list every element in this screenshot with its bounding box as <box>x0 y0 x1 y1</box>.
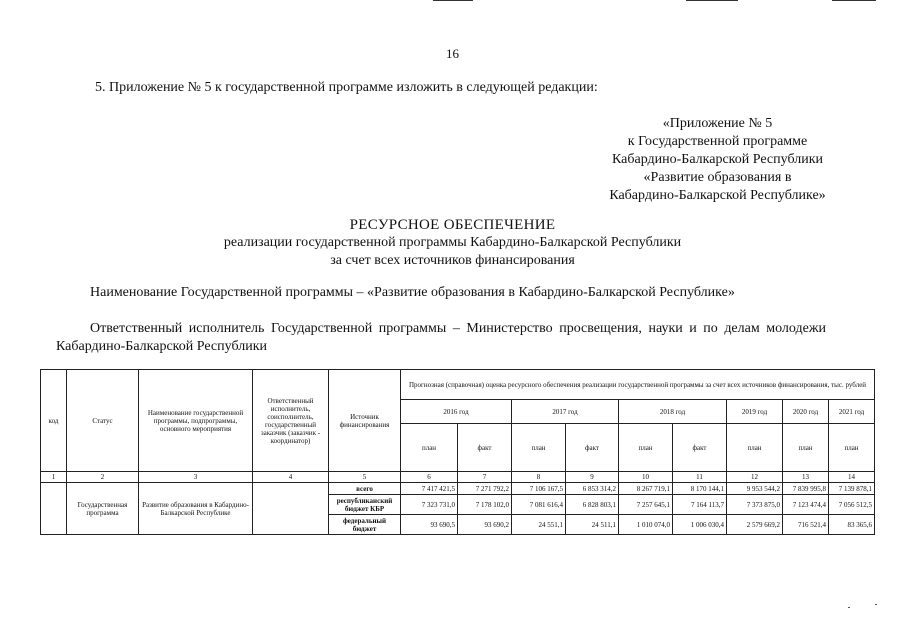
intro-paragraph: 5. Приложение № 5 к государственной программе изложить в следующей редакции: <box>95 80 598 95</box>
header-year: 2017 год <box>512 400 619 424</box>
header-year: 2019 год <box>727 400 783 424</box>
status-cell: Государственная программа <box>67 483 139 535</box>
header-year: 2018 год <box>619 400 727 424</box>
value-cell: 83 365,6 <box>829 515 875 535</box>
value-cell: 7 106 167,5 <box>512 483 566 495</box>
index-cell: 1 <box>41 472 67 483</box>
appendix-line: Кабардино-Балкарской Республики <box>612 152 823 167</box>
value-cell: 7 323 731,0 <box>401 495 458 515</box>
appendix-line: к Государственной программе <box>627 134 808 149</box>
scan-artifact <box>848 607 850 608</box>
document-title <box>0 216 905 270</box>
source-cell: федеральный бюджет <box>329 515 401 535</box>
appendix-reference <box>590 115 845 205</box>
value-cell: 8 170 144,1 <box>673 483 727 495</box>
header-year: 2021 год <box>829 400 875 424</box>
source-cell: всего <box>329 483 401 495</box>
title-line: за счет всех источников финансирования <box>330 253 575 268</box>
header-plan: план <box>512 424 566 472</box>
value-cell: 24 511,1 <box>566 515 619 535</box>
appendix-line: «Развитие образования в <box>643 170 792 185</box>
scan-artifact <box>832 0 876 1</box>
header-year: 2020 год <box>783 400 829 424</box>
appendix-line: Кабардино-Балкарской Республике» <box>609 188 826 203</box>
header-plan: план <box>727 424 783 472</box>
program-name: Наименование Государственной программы – «Развитие образования в Кабардино-Балкарской Республике» <box>90 285 735 300</box>
header-fact: факт <box>458 424 512 472</box>
source-cell: республиканский бюджет КБР <box>329 495 401 515</box>
resource-table <box>40 369 875 535</box>
index-cell: 14 <box>829 472 875 483</box>
program-cell: Развитие образования в Кабардино-Балкарской Республике <box>139 483 253 535</box>
index-cell: 3 <box>139 472 253 483</box>
value-cell: 7 271 792,2 <box>458 483 512 495</box>
index-cell: 13 <box>783 472 829 483</box>
index-cell: 11 <box>673 472 727 483</box>
responsible-executor: Ответственный исполнитель Государственной программы – Министерство просвещения, науки и по делам молодежи Кабардино-Балкарской Республики <box>56 321 826 354</box>
value-cell: 6 828 803,1 <box>566 495 619 515</box>
header-source: Источник финансирования <box>329 370 401 472</box>
scan-artifact <box>686 0 738 1</box>
value-cell: 93 690,5 <box>401 515 458 535</box>
index-cell: 9 <box>566 472 619 483</box>
appendix-line: «Приложение № 5 <box>662 116 773 131</box>
value-cell: 7 081 616,4 <box>512 495 566 515</box>
scan-artifact <box>433 0 473 1</box>
value-cell: 7 139 878,1 <box>829 483 875 495</box>
index-cell: 12 <box>727 472 783 483</box>
value-cell: 1 010 074,0 <box>619 515 673 535</box>
index-cell: 6 <box>401 472 458 483</box>
header-plan: план <box>829 424 875 472</box>
value-cell: 7 178 102,0 <box>458 495 512 515</box>
header-executor: Ответственный исполнитель, соисполнитель, государственный заказчик (заказчик - координатор) <box>253 370 329 472</box>
value-cell: 7 417 421,5 <box>401 483 458 495</box>
executor-cell <box>253 483 329 535</box>
index-cell: 7 <box>458 472 512 483</box>
value-cell: 7 373 875,0 <box>727 495 783 515</box>
index-cell: 2 <box>67 472 139 483</box>
header-estimate: Прогнозная (справочная) оценка ресурсного обеспечения реализации государственной программы за счет всех источников финансирования, тыс. рублей <box>401 370 875 400</box>
header-plan: план <box>401 424 458 472</box>
index-cell: 10 <box>619 472 673 483</box>
header-code: код <box>41 370 67 472</box>
value-cell: 8 267 719,1 <box>619 483 673 495</box>
header-fact: факт <box>673 424 727 472</box>
value-cell: 9 953 544,2 <box>727 483 783 495</box>
table-row <box>41 483 875 495</box>
value-cell: 1 006 030,4 <box>673 515 727 535</box>
index-cell: 8 <box>512 472 566 483</box>
code-cell <box>41 483 67 535</box>
scan-artifact <box>875 604 877 605</box>
header-year: 2016 год <box>401 400 512 424</box>
title-line: реализации государственной программы Кабардино-Балкарской Республики <box>223 235 682 250</box>
title-main: РЕСУРСНОЕ ОБЕСПЕЧЕНИЕ <box>349 217 556 233</box>
header-fact: факт <box>566 424 619 472</box>
value-cell: 6 853 314,2 <box>566 483 619 495</box>
value-cell: 2 579 669,2 <box>727 515 783 535</box>
value-cell: 93 690,2 <box>458 515 512 535</box>
header-name: Наименование государственной программы, подпрограммы, основного мероприятия <box>139 370 253 472</box>
value-cell: 24 551,1 <box>512 515 566 535</box>
value-cell: 716 521,4 <box>783 515 829 535</box>
value-cell: 7 056 512,5 <box>829 495 875 515</box>
value-cell: 7 839 995,8 <box>783 483 829 495</box>
value-cell: 7 123 474,4 <box>783 495 829 515</box>
header-plan: план <box>619 424 673 472</box>
index-cell: 5 <box>329 472 401 483</box>
header-status: Статус <box>67 370 139 472</box>
index-cell: 4 <box>253 472 329 483</box>
value-cell: 7 257 645,1 <box>619 495 673 515</box>
value-cell: 7 164 113,7 <box>673 495 727 515</box>
page-number: 16 <box>446 46 459 61</box>
header-plan: план <box>783 424 829 472</box>
